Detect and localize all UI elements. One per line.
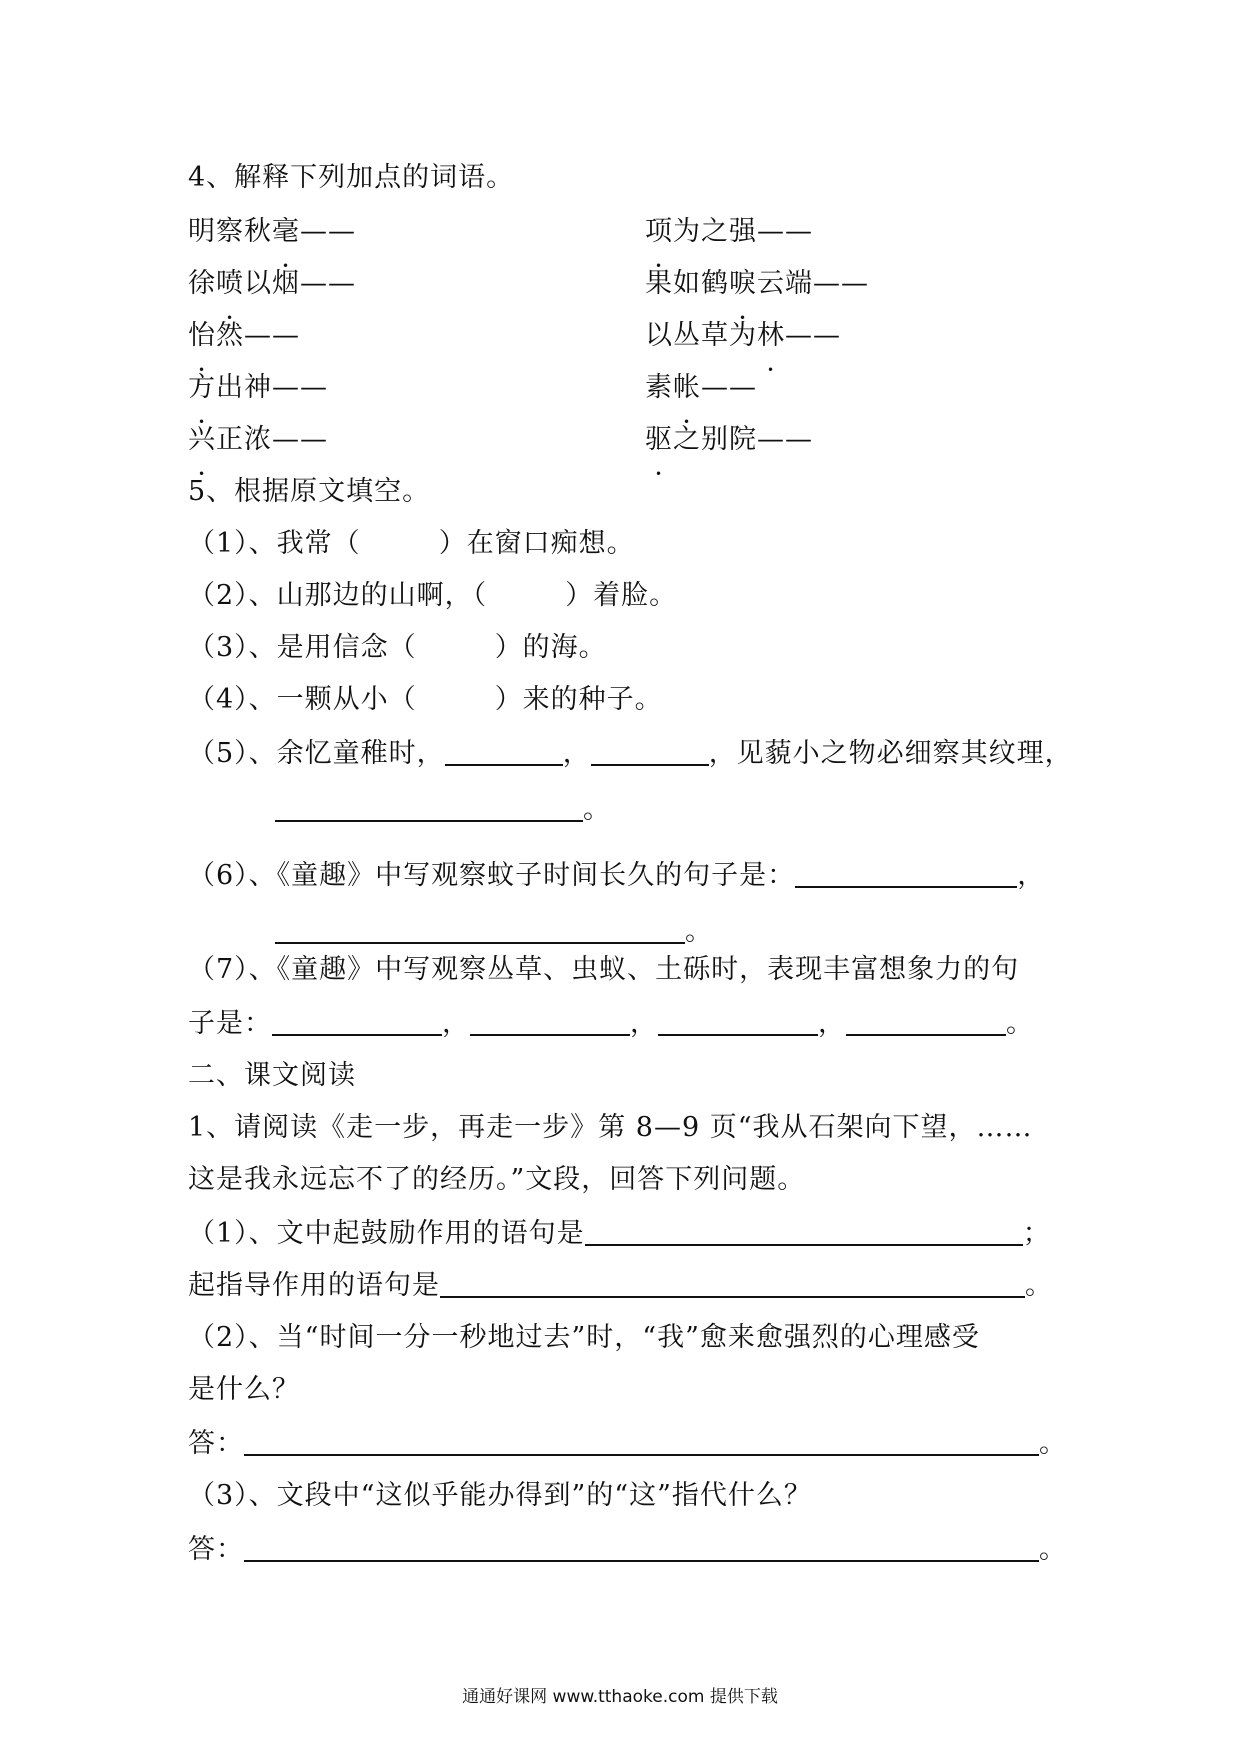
q4-term-5: 怡然——	[188, 320, 300, 351]
answer-blank[interactable]	[846, 1006, 1006, 1036]
q4-term-10: 驱之别院——	[645, 424, 813, 455]
q4-term-4: 果如鹤唳云端——	[645, 268, 869, 299]
q4-term-1: 明察秋毫——	[188, 216, 356, 247]
part2-answer-3: 答： 。	[188, 1534, 1067, 1565]
part2-sub-1-cont: 起指导作用的语句是 。	[188, 1270, 1053, 1301]
part2-sub-1: （1）、文中起鼓励作用的语句是 ；	[188, 1218, 1051, 1249]
answer-blank[interactable]	[275, 792, 583, 822]
part2-sub-2-cont: 是什么？	[188, 1374, 300, 1405]
answer-blank[interactable]	[795, 858, 1017, 888]
q4-term-8: 素帐——	[645, 372, 757, 403]
q5-item-1: （1）、我常（ ）在窗口痴想。	[188, 528, 635, 559]
answer-blank[interactable]	[244, 1532, 1039, 1562]
q5-item-4: （4）、一颗从小（ ）来的种子。	[188, 684, 663, 715]
answer-blank[interactable]	[440, 1268, 1025, 1298]
answer-blank[interactable]	[445, 736, 563, 766]
answer-blank[interactable]	[275, 914, 685, 944]
answer-blank[interactable]	[272, 1006, 442, 1036]
q4-term-6: 以丛草为林——	[645, 320, 841, 351]
part2-q1-line1: 1、请阅读《走一步，再走一步》第 8—9 页“我从石架向下望，……	[188, 1112, 1033, 1143]
answer-blank[interactable]	[585, 1216, 1023, 1246]
q5-item-7-cont: 子是： ， ， ， 。	[188, 1008, 1034, 1039]
q5-item-3: （3）、是用信念（ ）的海。	[188, 632, 607, 663]
part2-sub-3: （3）、文段中“这似乎能办得到”的“这”指代什么？	[188, 1480, 812, 1511]
q4-term-2: 项为之强——	[645, 216, 813, 247]
q4-term-7: 方出神——	[188, 372, 328, 403]
q5-item-6: （6）、《童趣》中写观察蚊子时间长久的句子是： ，	[188, 860, 1046, 891]
part2-answer-2: 答： 。	[188, 1428, 1067, 1459]
q4-term-3: 徐喷以烟——	[188, 268, 356, 299]
q5-item-5-cont: 。	[275, 792, 611, 828]
part2-sub-2: （2）、当“时间一分一秒地过去”时，“我”愈来愈强烈的心理感受	[188, 1322, 980, 1353]
q5-item-7: （7）、《童趣》中写观察丛草、虫蚁、土砾时，表现丰富想象力的句	[188, 954, 1020, 985]
answer-blank[interactable]	[470, 1006, 630, 1036]
answer-blank[interactable]	[658, 1006, 818, 1036]
q5-item-5: （5）、余忆童稚时， ， ，见藐小之物必细察其纹理，	[188, 738, 1073, 769]
answer-blank[interactable]	[591, 736, 709, 766]
q4-title: 4、解释下列加点的词语。	[188, 162, 515, 193]
q5-title: 5、根据原文填空。	[188, 476, 431, 507]
answer-blank[interactable]	[244, 1426, 1039, 1456]
q5-item-2: （2）、山那边的山啊，（ ）着脸。	[188, 580, 678, 611]
q4-term-9: 兴正浓——	[188, 424, 328, 455]
part2-q1-line2: 这是我永远忘不了的经历。”文段，回答下列问题。	[188, 1164, 806, 1195]
footer-credit: 通通好课网 www.tthaoke.com 提供下载	[462, 1687, 778, 1707]
q5-item-6-cont: 。	[275, 914, 713, 950]
part2-title: 二、课文阅读	[188, 1060, 356, 1091]
